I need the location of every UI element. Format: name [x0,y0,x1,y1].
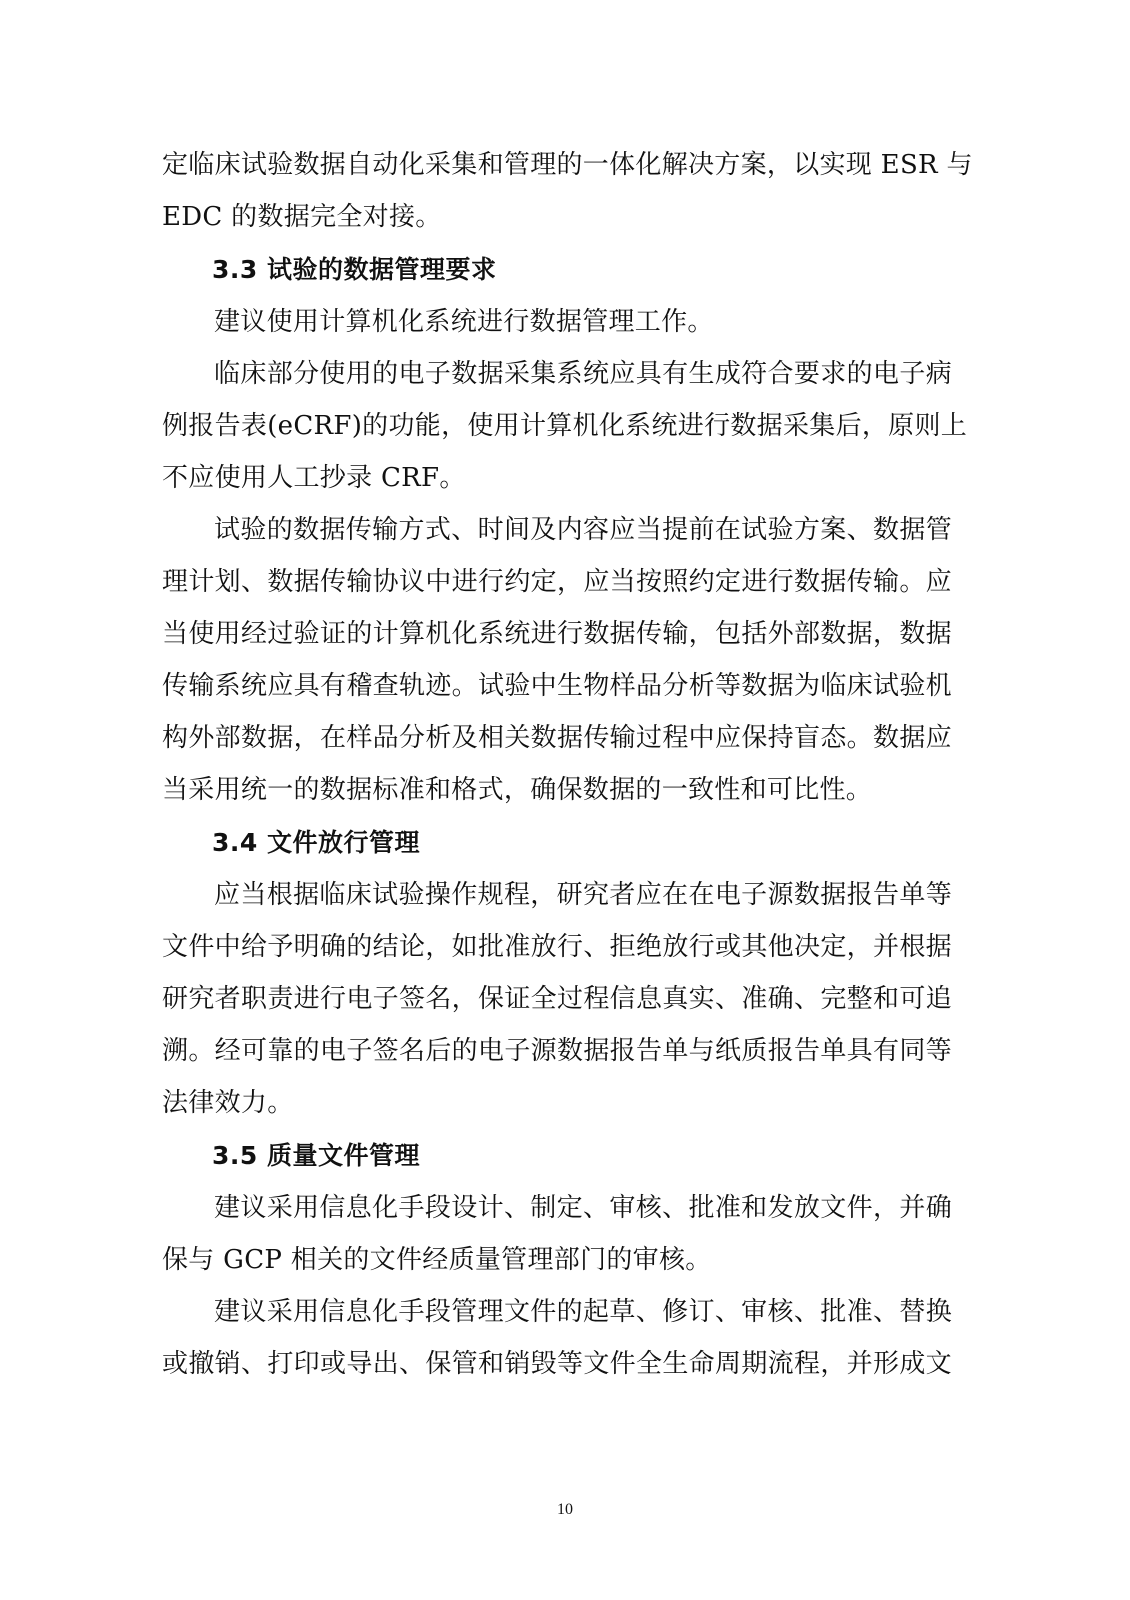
section-heading-3-5: 3.5 质量文件管理 [212,1141,420,1170]
section-heading-3-4: 3.4 文件放行管理 [212,828,420,857]
paragraph-line: 保与 GCP 相关的文件经质量管理部门的审核。 [162,1245,712,1275]
paragraph-line: 法律效力。 [162,1088,294,1118]
paragraph-line: 试验的数据传输方式、时间及内容应当提前在试验方案、数据管 [214,515,952,545]
paragraph-line: 当使用经过验证的计算机化系统进行数据传输，包括外部数据，数据 [162,619,952,649]
page-number: 10 [557,1501,573,1518]
paragraph-line: 建议使用计算机化系统进行数据管理工作。 [214,307,714,337]
paragraph-line: 建议采用信息化手段管理文件的起草、修订、审核、批准、替换 [214,1297,952,1327]
paragraph-line: 建议采用信息化手段设计、制定、审核、批准和发放文件，并确 [214,1193,952,1223]
paragraph-line: 临床部分使用的电子数据采集系统应具有生成符合要求的电子病 [214,359,952,389]
paragraph-line: 传输系统应具有稽查轨迹。试验中生物样品分析等数据为临床试验机 [162,671,952,701]
paragraph-line: 文件中给予明确的结论，如批准放行、拒绝放行或其他决定，并根据 [162,932,952,962]
paragraph-line: 溯。经可靠的电子签名后的电子源数据报告单与纸质报告单具有同等 [162,1036,952,1066]
paragraph-line: EDC 的数据完全对接。 [162,202,442,232]
section-heading-3-3: 3.3 试验的数据管理要求 [212,255,497,284]
paragraph-line: 理计划、数据传输协议中进行约定，应当按照约定进行数据传输。应 [162,567,952,597]
paragraph-line: 研究者职责进行电子签名，保证全过程信息真实、准确、完整和可追 [162,984,952,1014]
paragraph-line: 当采用统一的数据标准和格式，确保数据的一致性和可比性。 [162,775,873,805]
paragraph-line: 定临床试验数据自动化采集和管理的一体化解决方案，以实现 ESR 与 [162,150,973,180]
paragraph-line: 构外部数据，在样品分析及相关数据传输过程中应保持盲态。数据应 [162,723,952,753]
paragraph-line: 或撤销、打印或导出、保管和销毁等文件全生命周期流程，并形成文 [162,1349,952,1379]
paragraph-line: 不应使用人工抄录 CRF。 [162,463,466,493]
paragraph-line: 例报告表(eCRF)的功能，使用计算机化系统进行数据采集后，原则上 [162,411,968,441]
paragraph-line: 应当根据临床试验操作规程，研究者应在在电子源数据报告单等 [214,880,952,910]
